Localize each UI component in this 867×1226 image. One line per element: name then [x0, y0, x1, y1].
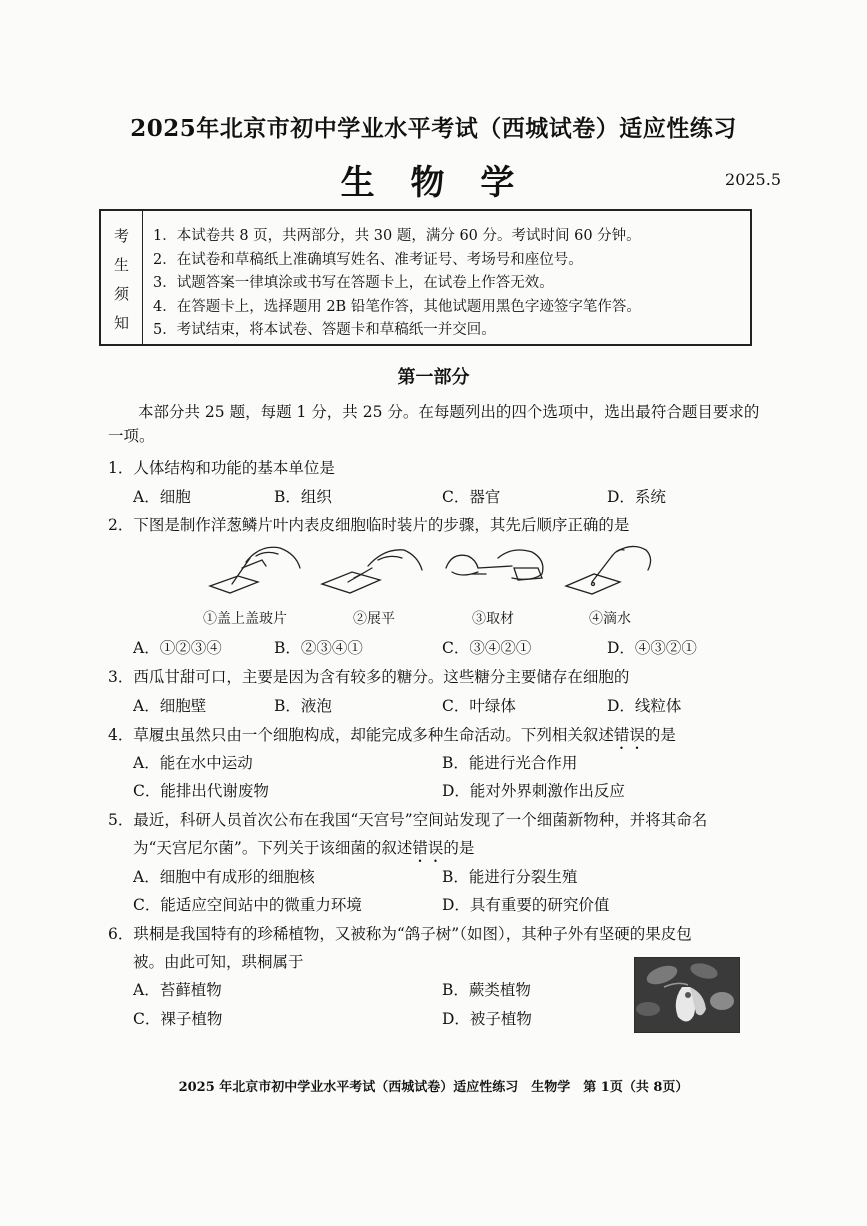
notice-side-char: 知: [113, 314, 129, 332]
figure-caption: ①盖上盖玻片: [203, 611, 287, 627]
step1-illustration: [210, 547, 300, 593]
option[interactable]: C．能排出代谢废物: [133, 782, 269, 800]
question-stem: 3．西瓜甘甜可口，主要是因为含有较多的糖分。这些糖分主要储存在细胞的: [108, 668, 630, 686]
question-stem-cont: 为“天宫尼尔菌”。下列关于该细菌的叙述错误的是: [133, 839, 475, 857]
option[interactable]: B．能进行分裂生殖: [442, 868, 578, 886]
option[interactable]: C．器官: [442, 488, 501, 506]
option[interactable]: A．①②③④: [133, 639, 222, 657]
subject-title: 生 物 学: [340, 163, 527, 203]
emphasis-text: 错误: [613, 726, 645, 744]
option[interactable]: A．苔藓植物: [133, 981, 222, 999]
option[interactable]: B．液泡: [274, 697, 332, 715]
question-stem-cont: 被。由此可知，珙桐属于: [133, 953, 304, 971]
notice-item: 1．本试卷共 8 页，共两部分，共 30 题，满分 60 分。考试时间 60 分钟。: [153, 228, 641, 244]
question-stem: 6．珙桐是我国特有的珍稀植物，又被称为“鸽子树”（如图），其种子外有坚硬的果皮包: [108, 925, 692, 943]
option[interactable]: D．能对外界刺激作出反应: [442, 782, 625, 800]
page-footer: 2025 年北京市初中学业水平考试（西城试卷）适应性练习 生物学 第 1页（共 8页）: [178, 1080, 689, 1095]
part-intro: 本部分共 25 题，每题 1 分，共 25 分。在每题列出的四个选项中，选出最符合题目要求的一项。: [108, 403, 760, 445]
figure-caption: ④滴水: [589, 611, 631, 627]
notice-item: 5．考试结束，将本试卷、答题卡和草稿纸一并交回。: [153, 322, 496, 338]
option[interactable]: C．叶绿体: [442, 697, 516, 715]
option[interactable]: A．能在水中运动: [133, 754, 253, 772]
figure-caption: ②展平: [353, 611, 395, 627]
question-stem: 1．人体结构和功能的基本单位是: [108, 459, 335, 477]
option[interactable]: C．能适应空间站中的微重力环境: [133, 896, 362, 914]
option[interactable]: D．具有重要的研究价值: [442, 896, 610, 914]
option[interactable]: D．线粒体: [607, 697, 682, 715]
notice-item: 4．在答题卡上，选择题用 2B 铅笔作答，其他试题用黑色字迹签字笔作答。: [153, 298, 641, 315]
option[interactable]: B．能进行光合作用: [442, 754, 578, 772]
notice-side-char: 考: [113, 227, 129, 245]
dove-tree-photo: [634, 957, 740, 1033]
notice-side-label: [101, 211, 143, 344]
option[interactable]: B．组织: [274, 488, 332, 506]
figure-caption: ③取材: [472, 611, 514, 627]
question-stem: 5．最近，科研人员首次公布在我国“天宫号”空间站发现了一个细菌新物种，并将其命名: [108, 811, 708, 829]
option[interactable]: B．②③④①: [274, 639, 363, 657]
question-stem: 4．草履虫虽然只由一个细胞构成，却能完成多种生命活动。下列相关叙述错误的是: [108, 726, 676, 744]
option[interactable]: C．裸子植物: [133, 1010, 223, 1028]
notice-item: 3．试题答案一律填涂或书写在答题卡上，在试卷上作答无效。: [153, 275, 554, 291]
notice-item: 2．在试卷和草稿纸上准确填写姓名、准考证号、考场号和座位号。: [153, 251, 583, 268]
option[interactable]: A．细胞: [133, 488, 191, 506]
exam-date: 2025.5: [725, 170, 781, 189]
slide-steps-figure: [200, 538, 660, 606]
part-heading: 第一部分: [397, 367, 470, 388]
notice-list: [153, 225, 641, 343]
exam-title: 2025年北京市初中学业水平考试（西城试卷）适应性练习: [130, 115, 737, 142]
candidate-notice-box: [99, 209, 752, 346]
option[interactable]: D．④③②①: [607, 639, 697, 657]
step3-illustration: [446, 550, 543, 580]
option[interactable]: B．蕨类植物: [442, 981, 531, 999]
step4-illustration: [566, 546, 651, 594]
option[interactable]: A．细胞中有成形的细胞核: [133, 868, 315, 886]
option[interactable]: C．③④②①: [442, 639, 532, 657]
step2-illustration: [322, 550, 422, 593]
notice-side-char: 生: [113, 256, 129, 274]
emphasis-text: 错误: [412, 839, 444, 857]
notice-side-char: 须: [113, 285, 129, 303]
question-stem: 2．下图是制作洋葱鳞片叶内表皮细胞临时装片的步骤，其先后顺序正确的是: [108, 516, 630, 534]
option[interactable]: D．被子植物: [442, 1010, 532, 1028]
option[interactable]: D．系统: [607, 488, 666, 506]
option[interactable]: A．细胞壁: [133, 697, 207, 715]
